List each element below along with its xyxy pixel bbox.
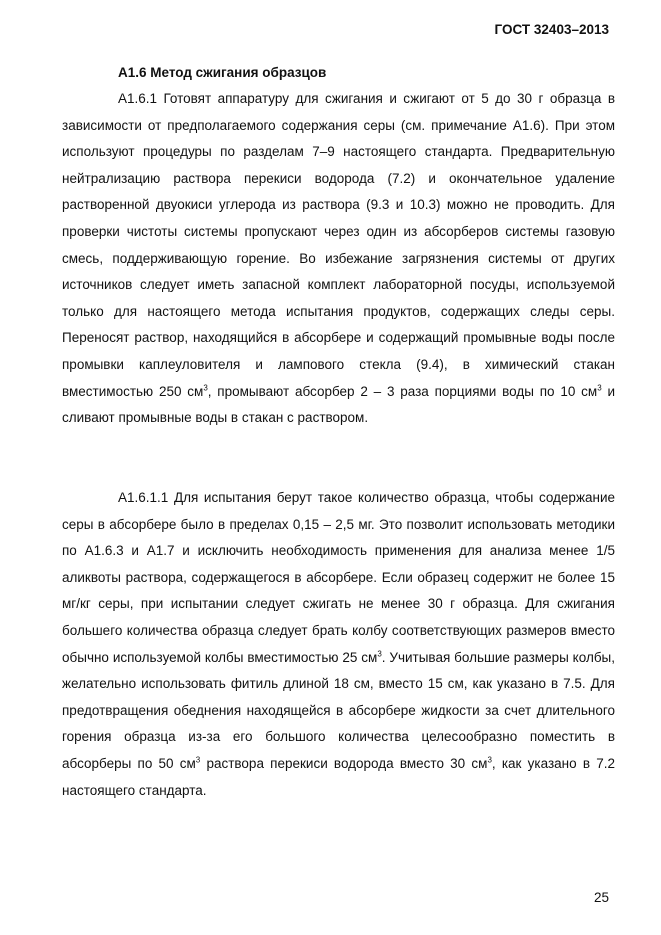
paragraph-text: , как указано в 7.2 настоящего стандарта. xyxy=(62,755,615,798)
paragraph-text: А1.6.1 Готовят аппаратуру для сжигания и сжигают от 5 до 30 г образца в зависимости от предполагаемого содержания серы (см. примечание А1.6). При этом используют процедуры по разделам 7–9 настоящего стандарта. Предварительную нейтрализацию раствора перекиси водорода (7.2) и окончательное удаление растворенной двуокиси углерода из раствора (9.3 и 10.3) можно не проводить. Для проверки чистоты системы пропускают через один из абсорберов системы газовую смесь, поддерживающую горение. Во избежание загрязнения системы от других источников следует иметь запасной комплект лабораторной посуды, используемой только для настоящего метода испытания продуктов, содержащих следы серы. Переносят раствор, находящийся в абсорбере и содержащий промывные воды после промывки каплеуловителя и лампового стекла (9.4), в химический стакан вместимостью 250 см xyxy=(62,91,615,399)
superscript: 3 xyxy=(487,755,492,765)
superscript: 3 xyxy=(203,383,208,393)
superscript: 3 xyxy=(597,383,602,393)
document-header: ГОСТ 32403–2013 xyxy=(494,22,609,37)
superscript: 3 xyxy=(377,649,382,659)
page-number: 25 xyxy=(593,890,609,905)
superscript: 3 xyxy=(195,755,201,765)
paragraph-a1-6-1-1 xyxy=(62,485,615,804)
paragraph-a1-6-1 xyxy=(62,86,615,432)
paragraph-text: и сливают промывные воды в стакан с раствором. xyxy=(62,383,615,426)
paragraph-text: , промывают абсорбер 2 – 3 раза порциями воды по 10 см xyxy=(207,383,598,399)
paragraph-text: раствора перекиси водорода вместо 30 см xyxy=(200,755,488,771)
paragraph-text: . Учитывая большие размеры колбы, желательно использовать фитиль длиной 18 см, вместо 15 см, как указано в 7.5. Для предотвращения обеднения находящейся в абсорбере жидкости за счет длительного горения образца из-за его большого количества целесообразно поместить в абсорберы по 50 см xyxy=(62,649,616,771)
section-heading: А1.6 Метод сжигания образцов xyxy=(118,65,327,80)
paragraph-text: А1.6.1.1 Для испытания берут такое количество образца, чтобы содержание серы в абсорбере было в пределах 0,15 – 2,5 мг. Это позволит использовать методики по А1.6.3 и А1.7 и исключить необходимость применения для анализа менее 1/5 аликвоты раствора, содержащегося в абсорбере. Если образец содержит не более 15 мг/кг серы, при испытании следует сжигать не менее 30 г образца. Для сжигания большего количества образца следует брать колбу соответствующих размеров вместо обычно используемой колбы вместимостью 25 см xyxy=(62,490,615,665)
